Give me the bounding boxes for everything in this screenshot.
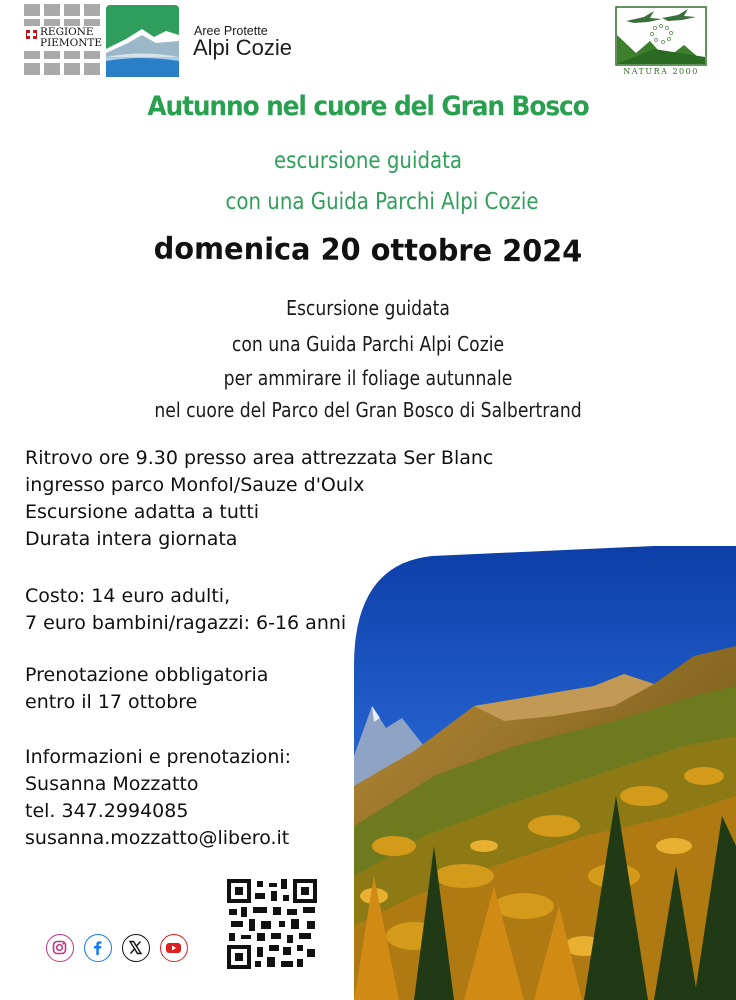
alpi-cozie-logo — [106, 5, 179, 77]
description-line: nel cuore del Parco del Gran Bosco di Salbertrand — [154, 398, 582, 422]
contact-email[interactable]: susanna.mozzatto@libero.it — [25, 827, 290, 849]
youtube-icon[interactable] — [160, 934, 188, 962]
subtitle-line-1: escursione guidata — [273, 148, 463, 174]
qr-code[interactable] — [227, 879, 317, 969]
event-date: domenica 20 ottobre 2024 — [153, 231, 583, 270]
subtitle-line-2: con una Guida Parchi Alpi Cozie — [225, 189, 539, 215]
natura-2000-label: NATURA 2000 — [623, 67, 699, 76]
regione-piemonte-text — [40, 27, 102, 49]
aree-protette-label: Aree Protette — [194, 24, 268, 38]
cost-children: 7 euro bambini/ragazzi: 6-16 anni — [25, 612, 347, 634]
contact-heading: Informazioni e prenotazioni: — [25, 746, 292, 768]
contact-phone[interactable]: tel. 347.2994085 — [25, 800, 189, 822]
facebook-icon[interactable] — [84, 934, 112, 962]
meeting-point: Ritrovo ore 9.30 presso area attrezzata Ser Blanc — [25, 447, 494, 469]
description-line: per ammirare il foliage autunnale — [223, 366, 513, 390]
autumn-forest-photo — [354, 546, 736, 1000]
description-line: Escursione guidata — [286, 296, 450, 320]
x-icon[interactable] — [122, 934, 150, 962]
booking-deadline: entro il 17 ottobre — [25, 691, 198, 713]
page-title: Autunno nel cuore del Gran Bosco — [147, 91, 589, 122]
description-line: con una Guida Parchi Alpi Cozie — [231, 332, 505, 356]
park-entrance: ingresso parco Monfol/Sauze d'Oulx — [25, 474, 365, 496]
alpi-cozie-label: Alpi Cozie — [193, 35, 293, 60]
duration: Durata intera giornata — [25, 528, 238, 550]
regione-line-1: REGIONE — [40, 26, 94, 38]
cost-adults: Costo: 14 euro adulti, — [25, 585, 231, 607]
contact-name: Susanna Mozzatto — [25, 773, 199, 795]
regione-line-2: PIEMONTE — [40, 37, 103, 49]
instagram-icon[interactable] — [46, 934, 74, 962]
booking-required: Prenotazione obbligatoria — [25, 664, 269, 686]
suitability: Escursione adatta a tutti — [25, 501, 260, 523]
